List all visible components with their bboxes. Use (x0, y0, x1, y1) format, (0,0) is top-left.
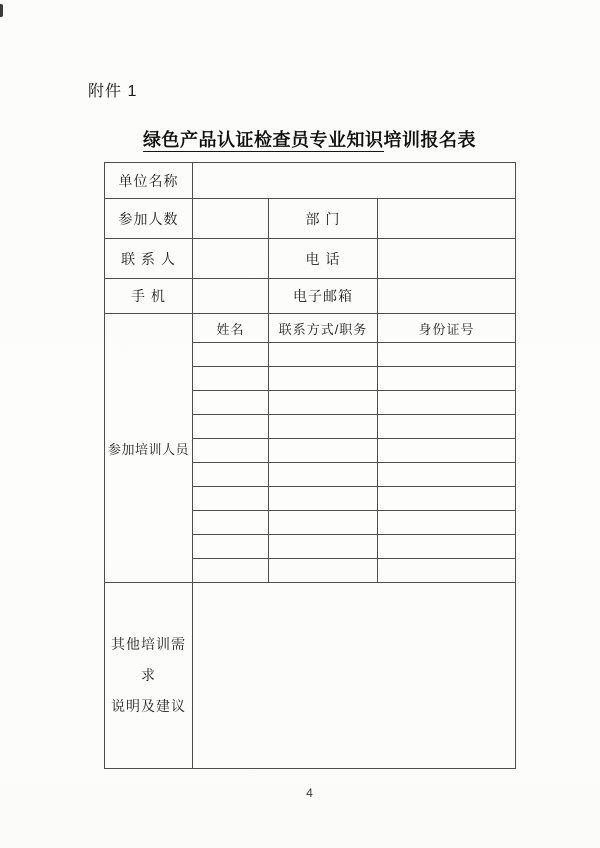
trainee-empty-cell (378, 367, 516, 391)
trainees-label: 参加培训人员 (105, 314, 193, 583)
trainee-col-header-contact: 联系方式/职务 (269, 314, 378, 343)
trainee-empty-cell (378, 487, 516, 511)
trainee-empty-cell (269, 535, 378, 559)
trainee-empty-cell (193, 343, 269, 367)
trainee-empty-cell (269, 487, 378, 511)
form-title-underlined-part: 绿色产品认证检查员专业知识 (143, 130, 384, 150)
participant-count-row (105, 199, 516, 239)
trainee-header-row (105, 314, 516, 343)
trainee-empty-cell (378, 463, 516, 487)
trainee-empty-cell (193, 535, 269, 559)
trainee-empty-cell (193, 439, 269, 463)
trainee-empty-cell (378, 343, 516, 367)
trainee-empty-cell (378, 559, 516, 583)
unit-name-label: 单位名称 (105, 163, 193, 199)
department-value-cell (378, 199, 516, 239)
trainee-empty-cell (269, 391, 378, 415)
form-title-rest-part: 培训报名表 (383, 130, 476, 150)
other-needs-label (105, 583, 193, 769)
mobile-value-cell (193, 279, 269, 314)
participant-count-label: 参加人数 (105, 199, 193, 239)
registration-form-table (104, 162, 516, 769)
other-needs-label-line2: 说明及建议 (111, 698, 186, 714)
trainee-col-header-id: 身份证号 (378, 314, 516, 343)
contact-person-label: 联 系 人 (105, 239, 193, 279)
phone-label: 电 话 (269, 239, 378, 279)
scan-artifact (0, 4, 3, 17)
trainee-empty-cell (193, 559, 269, 583)
trainee-empty-cell (193, 463, 269, 487)
trainee-empty-cell (269, 511, 378, 535)
trainee-empty-cell (378, 511, 516, 535)
trainee-empty-cell (378, 439, 516, 463)
phone-value-cell (378, 239, 516, 279)
other-needs-value-cell (193, 583, 516, 769)
trainee-empty-cell (378, 415, 516, 439)
trainee-empty-cell (193, 391, 269, 415)
attachment-label: 附件 1 (88, 83, 138, 100)
email-label: 电子邮箱 (269, 279, 378, 314)
trainee-col-header-name: 姓名 (193, 314, 269, 343)
trainee-empty-cell (193, 511, 269, 535)
trainee-empty-cell (193, 367, 269, 391)
trainee-empty-cell (269, 439, 378, 463)
form-title (104, 126, 515, 152)
mobile-row (105, 279, 516, 314)
trainee-empty-cell (378, 391, 516, 415)
contact-person-row (105, 239, 516, 279)
trainee-empty-cell (269, 367, 378, 391)
trainee-empty-cell (269, 559, 378, 583)
page-number: 4 (306, 786, 313, 800)
trainee-empty-cell (193, 415, 269, 439)
mobile-label: 手 机 (105, 279, 193, 314)
participant-count-value-cell (193, 199, 269, 239)
trainee-empty-cell (378, 535, 516, 559)
department-label: 部 门 (269, 199, 378, 239)
trainee-empty-cell (269, 343, 378, 367)
trainee-empty-cell (269, 463, 378, 487)
unit-name-row (105, 163, 516, 199)
trainee-empty-cell (193, 487, 269, 511)
other-needs-row (105, 583, 516, 769)
trainee-empty-cell (269, 415, 378, 439)
other-needs-label-line1: 其他培训需求 (111, 636, 186, 683)
email-value-cell (378, 279, 516, 314)
unit-name-value-cell (193, 163, 516, 199)
contact-person-value-cell (193, 239, 269, 279)
